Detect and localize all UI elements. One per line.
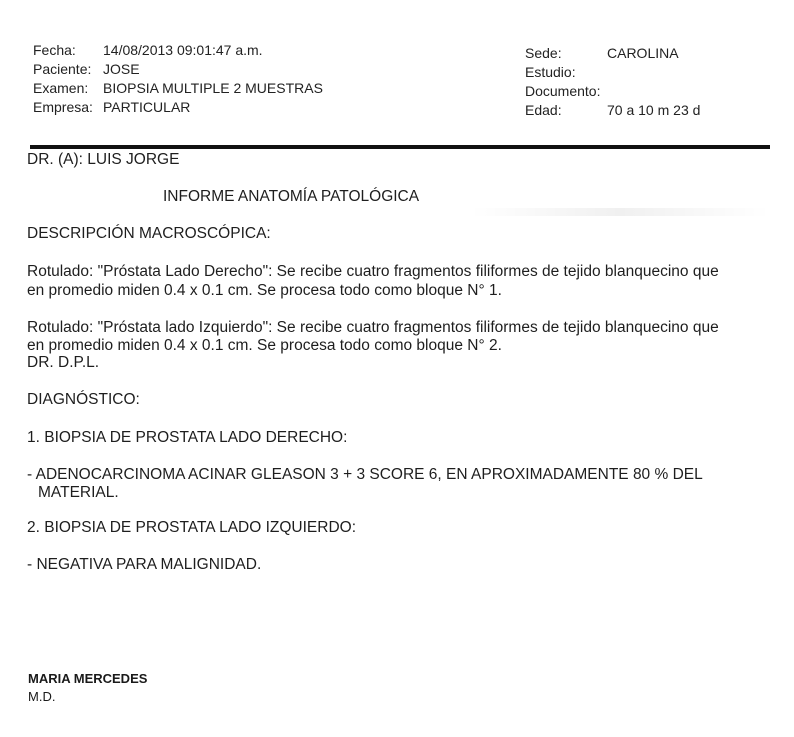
- date-label: Fecha:: [33, 42, 76, 58]
- site-value: CAROLINA: [607, 45, 679, 61]
- company-label: Empresa:: [33, 99, 93, 115]
- macro-initials: DR. D.P.L.: [27, 354, 100, 371]
- patient-value: JOSE: [103, 61, 140, 77]
- macro-heading: DESCRIPCIÓN MACROSCÓPICA:: [27, 225, 271, 242]
- scan-smudge: [470, 208, 770, 216]
- document-label: Documento:: [525, 83, 601, 99]
- signature-title: M.D.: [28, 689, 56, 704]
- diagnosis-item-2-title: 2. BIOPSIA DE PROSTATA LADO IZQUIERDO:: [27, 519, 357, 536]
- macro-paragraph-1-line-1: Rotulado: "Próstata Lado Derecho": Se recibe cuatro fragmentos filiformes de tejido blanquecino que: [27, 263, 719, 280]
- diagnosis-item-1-line-2: MATERIAL.: [38, 484, 119, 501]
- doctor-line: DR. (A): LUIS JORGE: [27, 151, 180, 168]
- site-label: Sede:: [525, 45, 562, 61]
- macro-paragraph-1-line-2: en promedio miden 0.4 x 0.1 cm. Se procesa todo como bloque N° 1.: [27, 282, 502, 299]
- age-value: 70 a 10 m 23 d: [607, 102, 701, 118]
- diagnosis-heading: DIAGNÓSTICO:: [27, 391, 140, 408]
- exam-value: BIOPSIA MULTIPLE 2 MUESTRAS: [103, 80, 323, 96]
- signature-name: MARIA MERCEDES: [28, 671, 148, 686]
- company-value: PARTICULAR: [103, 99, 191, 115]
- diagnosis-item-1-title: 1. BIOPSIA DE PROSTATA LADO DERECHO:: [27, 429, 348, 446]
- exam-label: Examen:: [33, 80, 89, 96]
- macro-paragraph-2-line-1: Rotulado: "Próstata lado Izquierdo": Se recibe cuatro fragmentos filiformes de tejido blanquecino que: [27, 319, 719, 336]
- patient-label: Paciente:: [33, 61, 92, 77]
- diagnosis-item-2-line-1: - NEGATIVA PARA MALIGNIDAD.: [27, 556, 262, 573]
- diagnosis-item-1-line-1: - ADENOCARCINOMA ACINAR GLEASON 3 + 3 SCORE 6, EN APROXIMADAMENTE 80 % DEL: [27, 466, 703, 483]
- date-value: 14/08/2013 09:01:47 a.m.: [103, 42, 263, 58]
- report-title: INFORME ANATOMÍA PATOLÓGICA: [163, 188, 420, 205]
- age-label: Edad:: [525, 102, 562, 118]
- study-label: Estudio:: [525, 64, 576, 80]
- header-divider: [30, 145, 770, 149]
- macro-paragraph-2-line-2: en promedio miden 0.4 x 0.1 cm. Se procesa todo como bloque N° 2.: [27, 337, 502, 354]
